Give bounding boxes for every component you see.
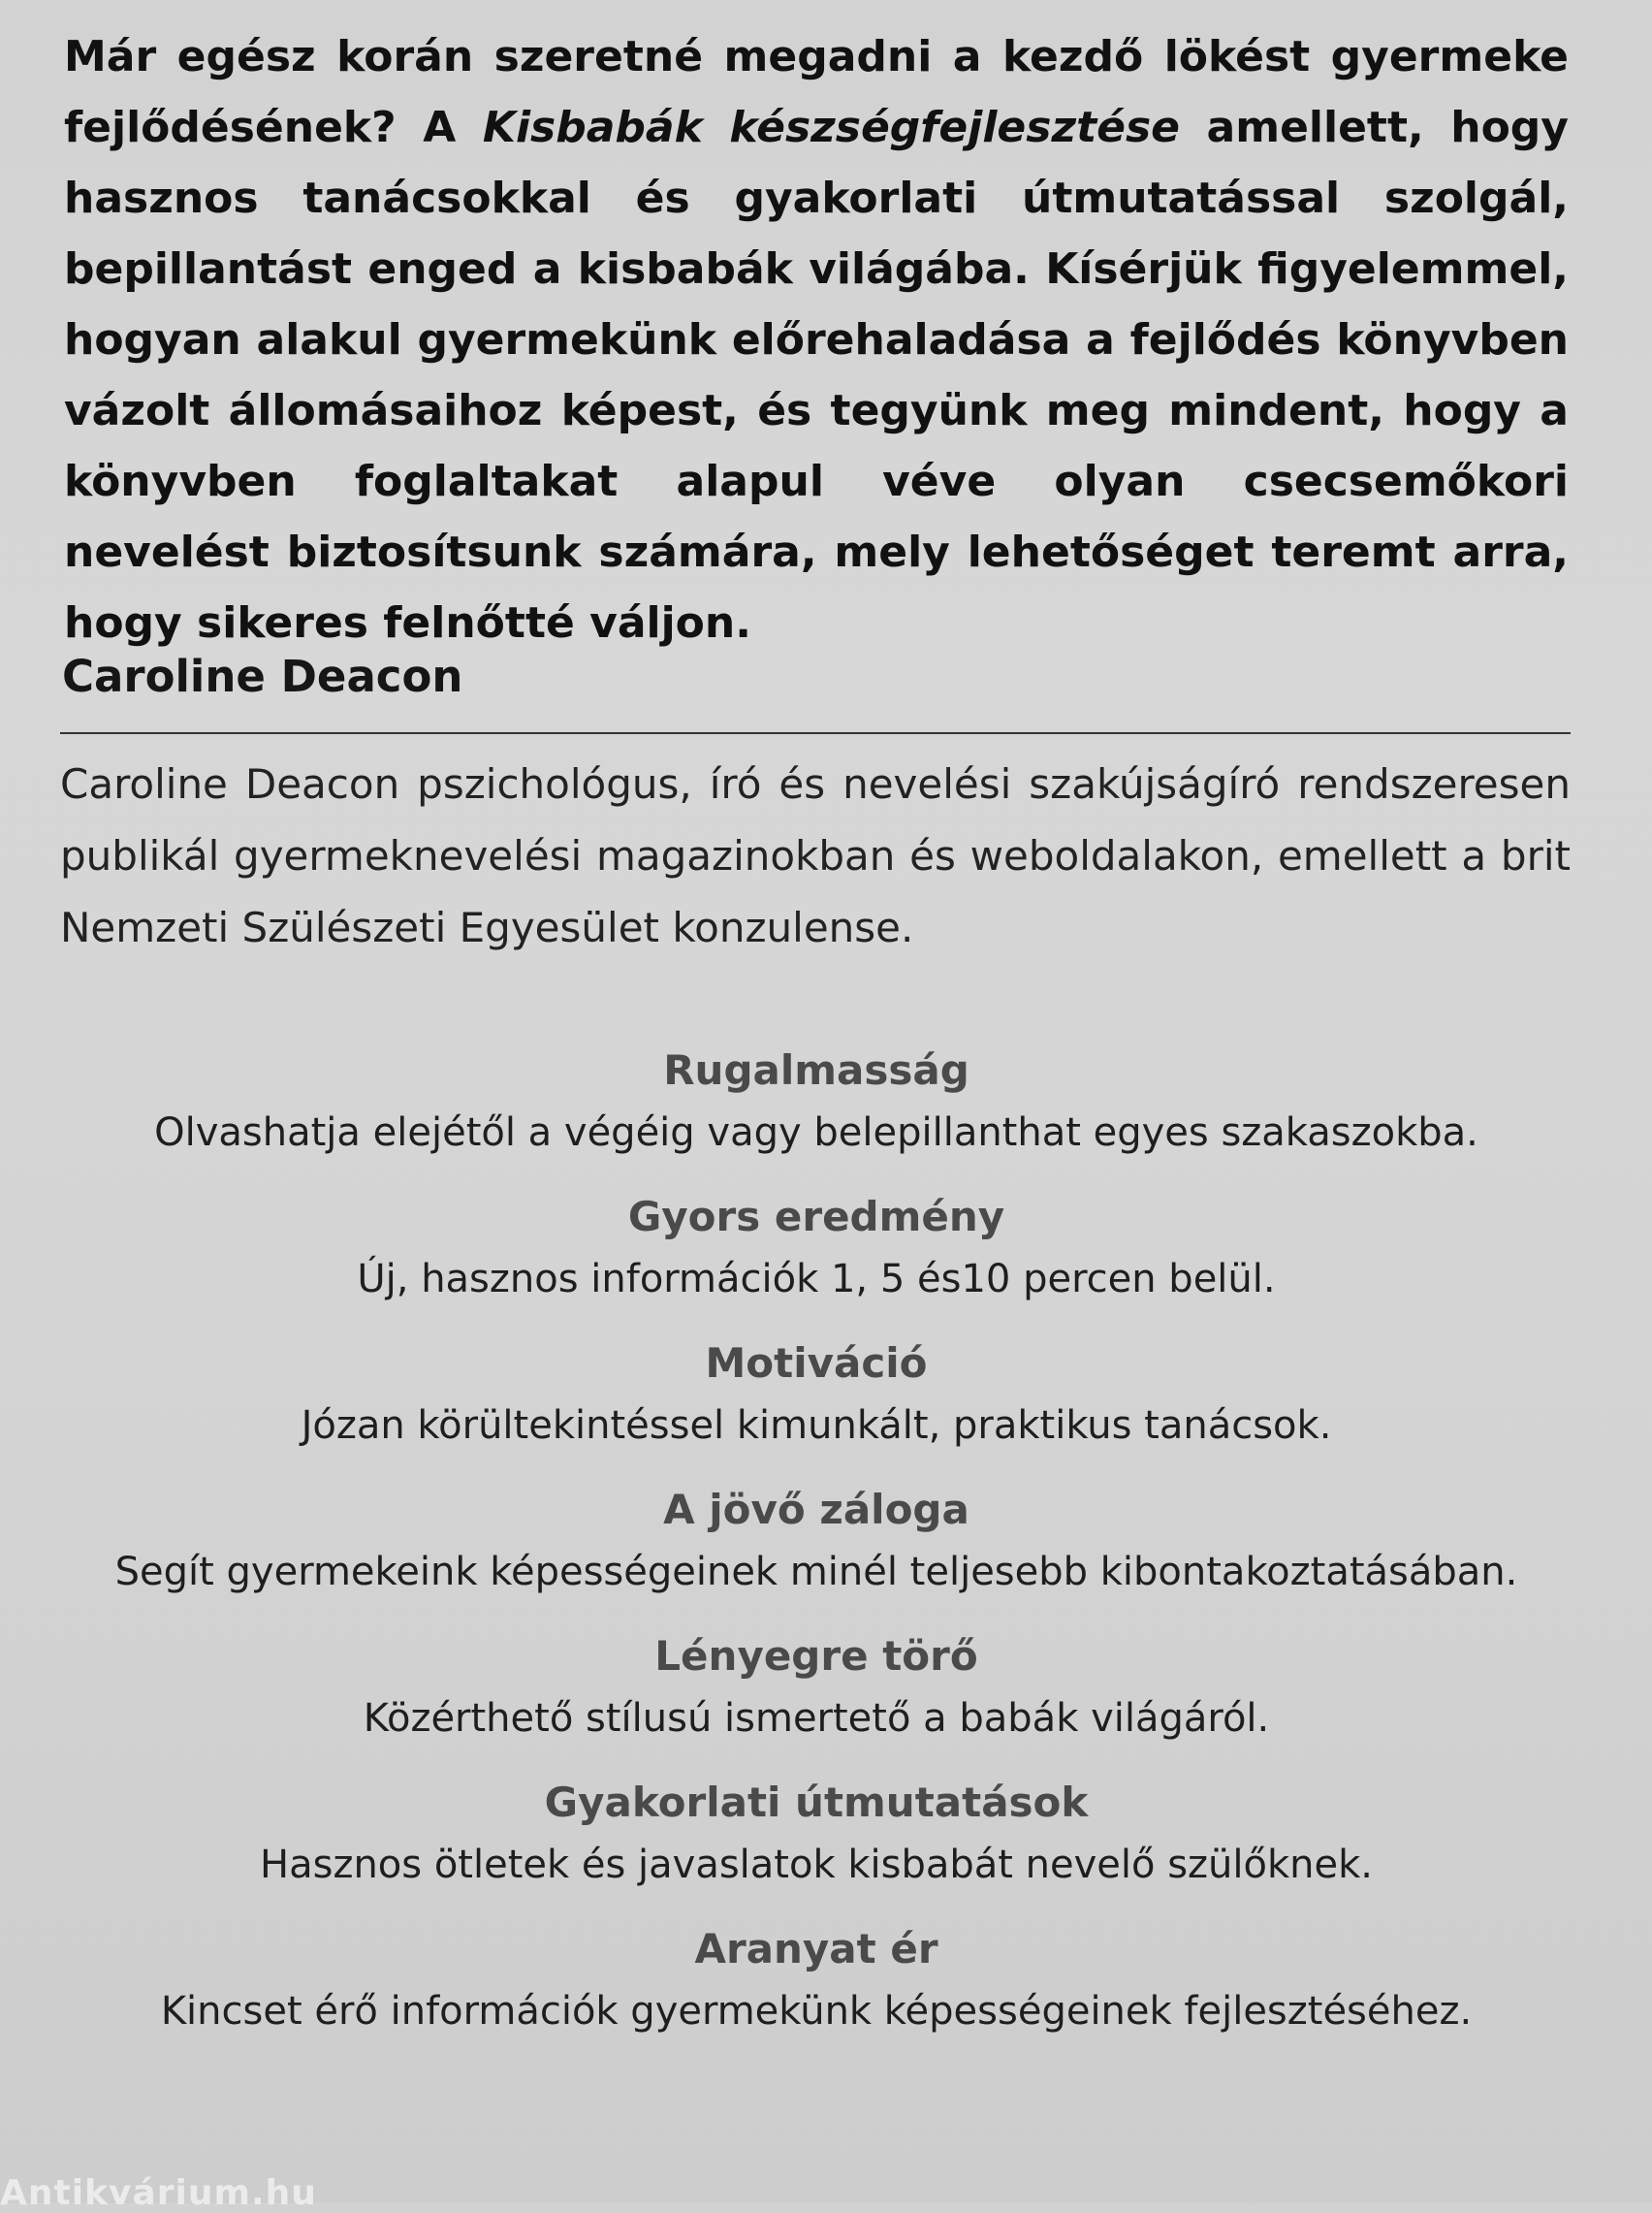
feature-list <box>39 1040 1594 2065</box>
feature-item <box>39 1040 1594 1186</box>
feature-description: Hasznos ötletek és javaslatok kisbabát nevelő szülőknek. <box>260 1843 1373 1887</box>
author-divider <box>60 732 1571 734</box>
author-bio: Caroline Deacon pszichológus, író és nevelési szakújságíró rendszeresen publikál gyermeknevelési magazinokban és weboldalakon, emellett a brit Nemzeti Szülészeti Egyesület konzulense. <box>60 760 1571 951</box>
feature-description: Új, hasznos információk 1, 5 és10 percen belül. <box>357 1257 1276 1301</box>
blurb-text-start: Már egész korán szeretné megadni a kezdő lökést gyermeke fejlődésének? A <box>64 32 1569 152</box>
feature-title: Aranyat ér <box>694 1925 938 1972</box>
feature-description: Józan körültekintéssel kimunkált, praktikus tanácsok. <box>301 1403 1332 1448</box>
feature-description: Segít gyermekeink képességeinek minél teljesebb kibontakoztatásában. <box>114 1550 1518 1594</box>
feature-description: Olvashatja elejétől a végéig vagy belepillanthat egyes szakaszokba. <box>154 1110 1478 1155</box>
feature-item <box>39 1625 1594 1772</box>
feature-title: Gyakorlati útmutatások <box>544 1779 1089 1826</box>
feature-title: Rugalmasság <box>663 1046 969 1094</box>
feature-item <box>39 1918 1594 2065</box>
feature-item <box>39 1479 1594 1625</box>
feature-title: Lényegre törő <box>654 1632 978 1680</box>
watermark: Antikvárium.hu <box>0 2173 317 2213</box>
feature-item <box>39 1332 1594 1479</box>
author-name: Caroline Deacon <box>62 651 463 702</box>
feature-item <box>39 1772 1594 1918</box>
feature-description: Kincset érő információk gyermekünk képességeinek fejlesztéséhez. <box>160 1989 1473 2034</box>
blurb-text-end: amellett, hogy hasznos tanácsokkal és gyakorlati útmutatással szolgál, bepillantást enged a kisbabák világába. Kísérjük figyelemmel, hogyan alakul gyermekünk előrehaladása a fejlődés könyvben vázolt állomásaihoz képest, és tegyünk meg mindent, hogy a könyvben foglaltakat alapul véve olyan csecsemőkori nevelést biztosítsunk számára, mely lehetőséget teremt arra, hogy sikeres felnőtté váljon. <box>64 103 1569 648</box>
feature-description: Közérthető stílusú ismertető a babák világáról. <box>363 1696 1270 1741</box>
feature-item <box>39 1186 1594 1332</box>
feature-title: A jövő záloga <box>663 1486 969 1533</box>
feature-title: Motiváció <box>705 1339 928 1387</box>
book-blurb <box>64 21 1569 658</box>
feature-title: Gyors eredmény <box>627 1193 1005 1240</box>
book-title-italic: Kisbabák készségfejlesztése <box>482 103 1180 152</box>
